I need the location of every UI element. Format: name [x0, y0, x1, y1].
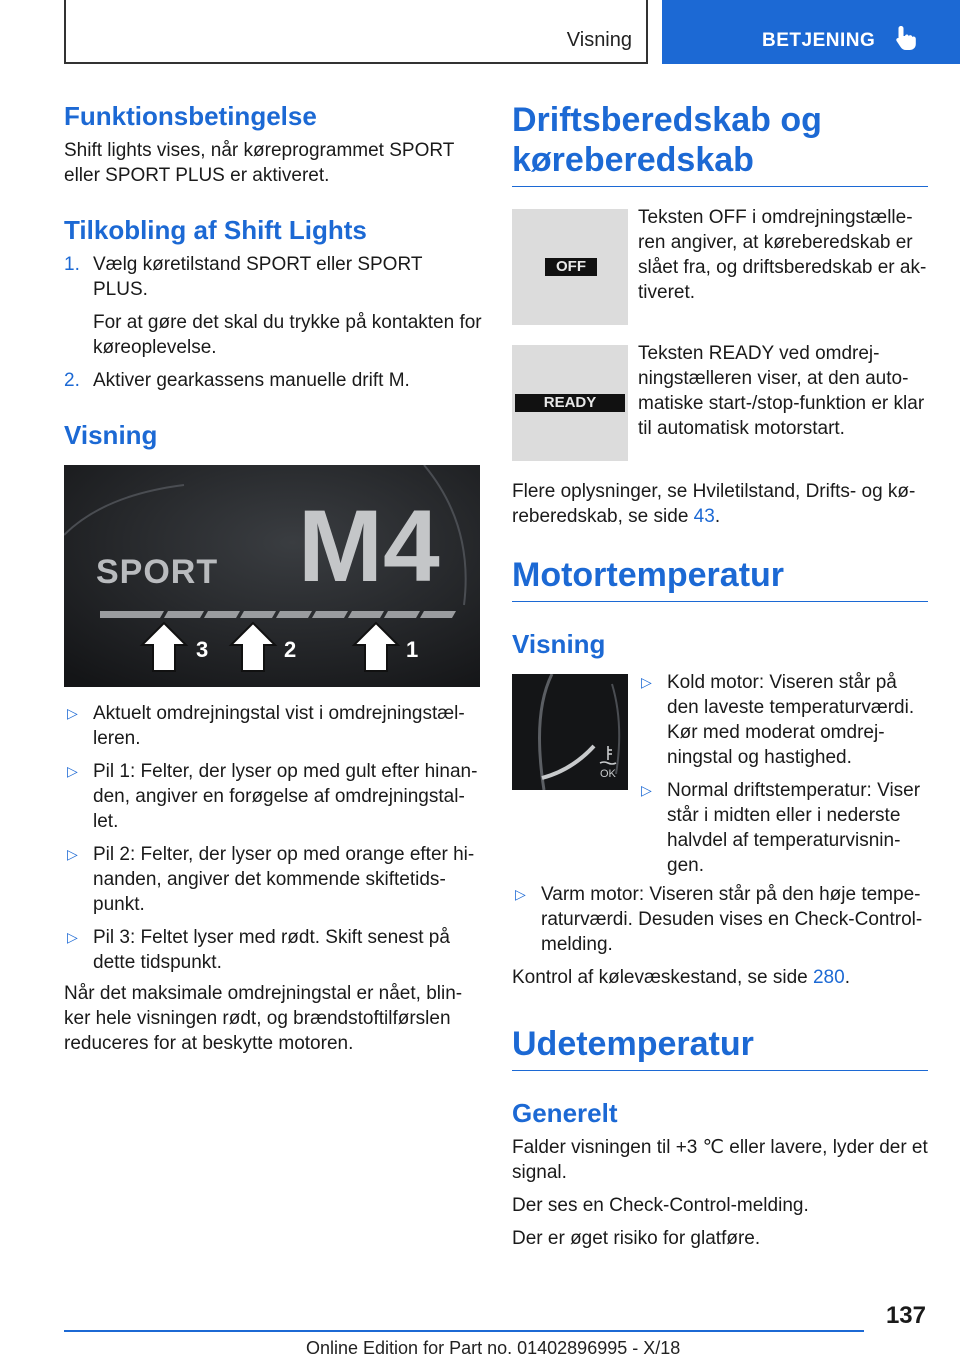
step-item: 1. Vælg køretilstand SPORT eller SPORT PLUS. [64, 254, 423, 300]
left-column [64, 100, 482, 1056]
heading-funktionsbetingelse: Funktionsbetingelse [64, 101, 317, 131]
temp-bullets-wide [512, 882, 928, 957]
arrow-label-2: 2 [284, 637, 297, 662]
list-item: ▷ Kold motor: Viseren står på den laveste temperaturværdi. Kør med moderat omdrejningstal og hastighed. [641, 672, 915, 768]
header-section-box [64, 0, 648, 64]
list-item: ▷ Aktuelt omdrejningstal vist i omdrejningstælleren. [67, 703, 465, 749]
list-item: ▷ Pil 1: Felter, der lyser op med gult efter hinanden, angiver en forøgelse af omdrejningstallet. [67, 761, 478, 832]
heading-generelt: Generelt [512, 1098, 618, 1128]
heading-motortemperatur: Motortemperatur [512, 555, 928, 602]
list-item: ▷ Normal driftstemperatur: Viser står i midten eller i nederste halvdel af temperaturvisningen. [641, 780, 921, 876]
triangle-bullet-icon: ▷ [67, 929, 78, 945]
triangle-bullet-icon: ▷ [641, 782, 652, 798]
arrow-label-3: 3 [196, 637, 209, 662]
step-item: For at gøre det skal du trykke på kontakten for køreoplevelse. [93, 312, 482, 358]
header-chapter-label: BETJENING [762, 30, 876, 51]
right-column [512, 100, 928, 1251]
triangle-bullet-icon: ▷ [67, 846, 78, 862]
header-section-label: Visning [566, 29, 632, 51]
triangle-bullet-icon: ▷ [67, 705, 78, 721]
page-link-43[interactable]: 43 [693, 506, 715, 527]
cluster-gear-text: M4 [298, 489, 440, 603]
heading-visning-right: Visning [512, 629, 606, 659]
heading-tilkobling: Tilkobling af Shift Lights [64, 215, 367, 245]
text-coolant: Kontrol af kølevæskestand, se side 280. [512, 967, 850, 988]
footer-divider [64, 1330, 864, 1332]
gauge-ok-label: OK [600, 768, 616, 780]
list-item: ▷ Varm motor: Viseren står på den høje temperaturværdi. Desuden vises en Check-Control-melding. [515, 884, 923, 955]
triangle-bullet-icon: ▷ [515, 886, 526, 902]
arrow-label-1: 1 [406, 637, 419, 662]
text-off: Teksten OFF i omdrejningstælleren angiver, at køreberedskab er slået fra, og driftsberedskab er aktiveret. [638, 207, 927, 303]
triangle-bullet-icon: ▷ [67, 763, 78, 779]
shift-lights-bullets [64, 701, 482, 975]
page-link-280[interactable]: 280 [812, 967, 845, 988]
text-max-rpm: Når det maksimale omdrejningstal er nået, blinker hele visningen rødt, og brændstoftilførslen reduceres for at beskytte motoren. [64, 983, 463, 1054]
off-lamp-label: OFF [545, 258, 597, 276]
text-ready: Teksten READY ved omdrejningstælleren viser, at den automatiske start-/stop-funktion er klar til automatisk motorstart. [638, 343, 925, 439]
page-number: 137 [885, 1302, 926, 1329]
footer-edition: Online Edition for Part no. 01402896995 - X/18 [306, 1338, 681, 1358]
temp-bullets [638, 670, 928, 878]
heading-udetemperatur: Udetemperatur [512, 1024, 928, 1071]
ready-lamp-label: READY [515, 394, 625, 412]
off-lamp-image [512, 209, 628, 325]
list-item: ▷ Pil 2: Felter, der lyser op med orange efter hinanden, angiver det kommende skiftetidspunkt. [67, 844, 475, 915]
steps-list [64, 252, 482, 393]
temp-info-block [512, 674, 928, 874]
text-funktionsbetingelse: Shift lights vises, når køreprogrammet SPORT eller SPORT PLUS er aktiveret. [64, 140, 454, 186]
cluster-mode-text: SPORT [96, 553, 219, 591]
step-item: 2. Aktiver gearkassens manuelle drift M. [64, 370, 410, 391]
text-more-info: Flere oplysninger, se Hviletilstand, Drifts- og køreberedskab, se side 43. [512, 481, 916, 527]
triangle-bullet-icon: ▷ [641, 674, 652, 690]
heading-driftsberedskab: Driftsberedskab og køreberedskab [512, 100, 928, 187]
shift-lights-cluster-image [64, 465, 480, 687]
text-generelt-2: Der ses en Check-Control-melding. [512, 1195, 809, 1216]
text-generelt-1: Falder visningen til +3 ℃ eller lavere, lyder der et signal. [512, 1137, 928, 1183]
off-info-block [512, 209, 928, 329]
hand-pointer-icon [895, 25, 917, 51]
list-item: ▷ Pil 3: Feltet lyser med rødt. Skift senest på dette tidspunkt. [67, 927, 450, 973]
header-chapter-tab [662, 0, 960, 64]
ready-info-block [512, 345, 928, 465]
coolant-temp-icon [600, 746, 616, 764]
temp-gauge-image [512, 674, 628, 790]
ready-lamp-image [512, 345, 628, 461]
heading-visning: Visning [64, 420, 158, 450]
text-generelt-3: Der er øget risiko for glatføre. [512, 1228, 761, 1249]
